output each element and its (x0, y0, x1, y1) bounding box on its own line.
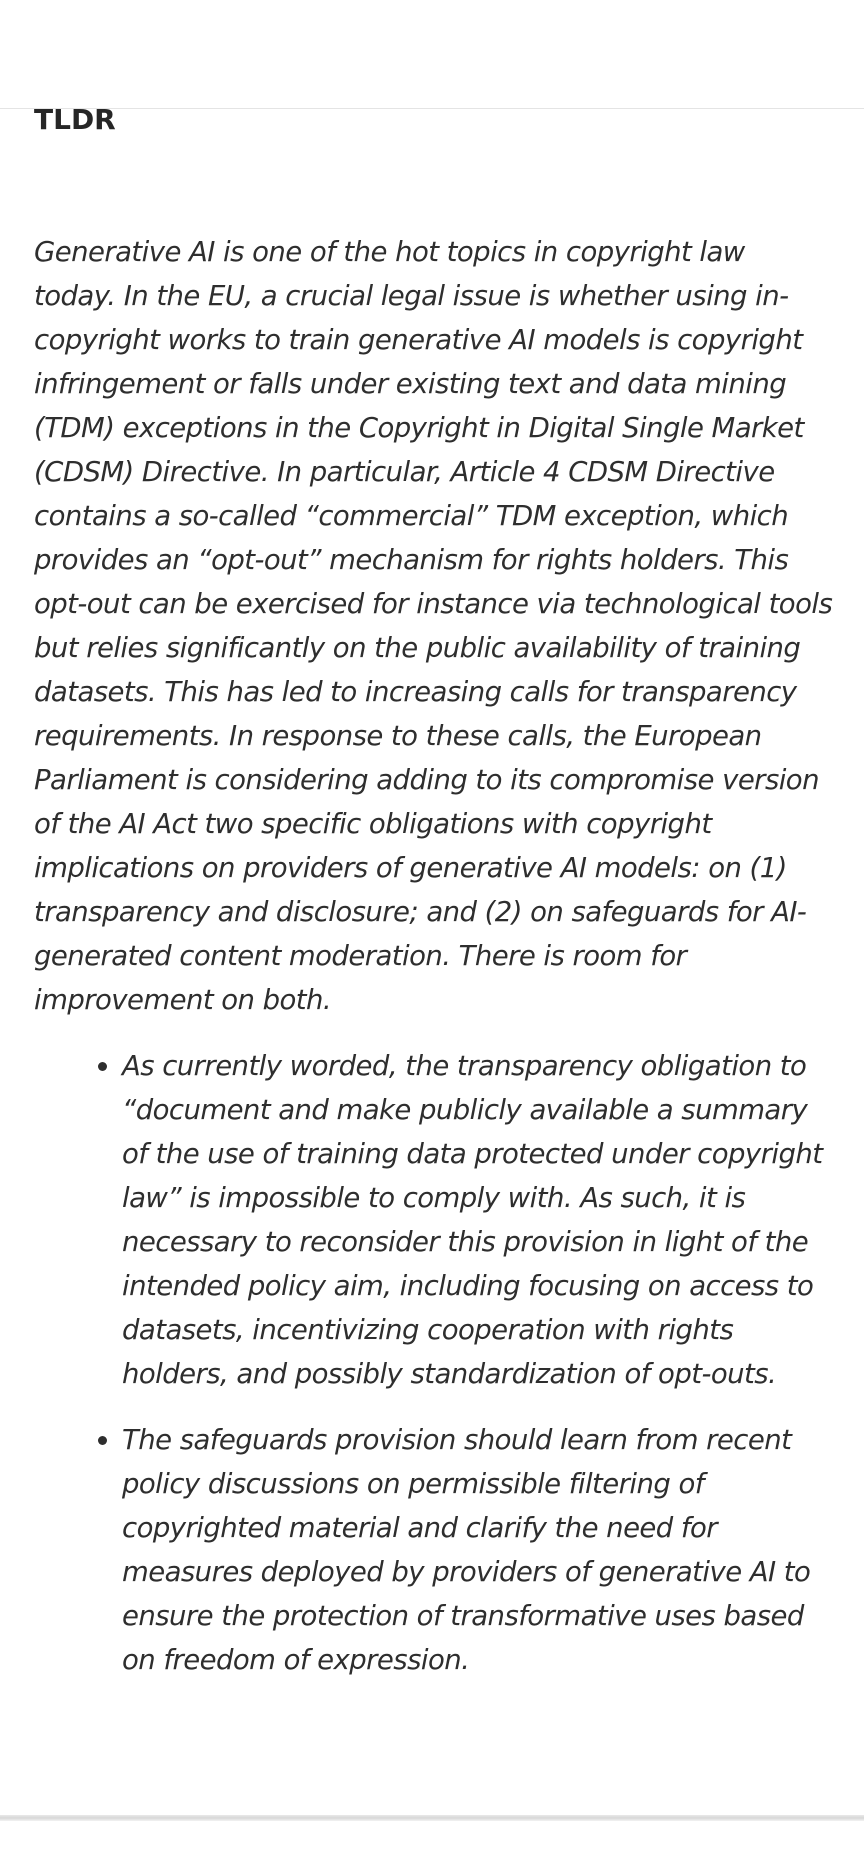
bullet-icon (98, 1436, 107, 1445)
section-heading: TLDR (34, 103, 116, 136)
list-item (34, 1418, 834, 1682)
list-item (34, 1044, 834, 1396)
article-body (34, 230, 834, 1704)
header-divider (0, 108, 864, 109)
lead-paragraph: Generative AI is one of the hot topics in copyright law today. In the EU, a crucial legal issue is whether using in-copyright works to train generative AI models is copyright infringement or falls under existing text and data mining (TDM) exceptions in the Copyright in Digital Single Market (CDSM) Directive. In particular, Article 4 CDSM Directive contains a so-called “commercial” TDM exception, which provides an “opt-out” mechanism for rights holders. This opt-out can be exercised for instance via technological tools but relies significantly on the public availability of training datasets. This has led to increasing calls for transparency requirements. In response to these calls, the European Parliament is considering adding to its compromise version of the AI Act two specific obligations with copyright implications on providers of generative AI models: on (1) transparency and disclosure; and (2) on safeguards for AI-generated content moderation. There is room for improvement on both. (34, 236, 833, 1016)
bullet-icon (98, 1062, 107, 1071)
bullet-list (34, 1044, 834, 1682)
list-item-text: As currently worded, the transparency obligation to “document and make publicly available a summary of the use of training data protected under copyright law” is impossible to comply with. As such, it is necessary to reconsider this provision in light of the intended policy aim, including focusing on access to datasets, incentivizing cooperation with rights holders, and possibly standardization of opt-outs. (122, 1050, 823, 1390)
footer-divider (0, 1815, 864, 1821)
list-item-text: The safeguards provision should learn from recent policy discussions on permissible filtering of copyrighted material and clarify the need for measures deployed by providers of generative AI to ensure the protection of transformative uses based on freedom of expression. (122, 1424, 811, 1676)
